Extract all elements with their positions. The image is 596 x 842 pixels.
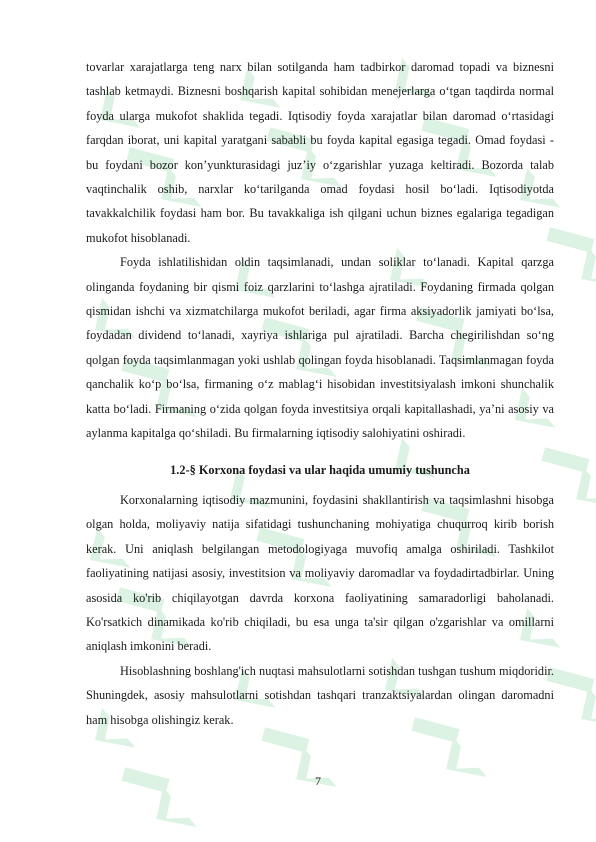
paragraph: Korxonalarning iqtisodiy mazmunini, foydasini shakllantirish va taqsimlashni hisobga olgan holda, moliyaviy natija sifatidagi tushunchaning mohiyatiga chuqurroq kirib borish kerak. Uni aniqlash belgilangan metodologiyaga muvofiq amalga oshiriladi. Tashkilot faoliyatining natijasi asosiy, investitsion va moliyaviy daromadlar va foydadirtadbirlar. Uning asosida ko'rib chiqilayotgan davrda korxona faoliyatining samaradorligi baholanadi. Ko'rsatkich dinamikada ko'rib chiqiladi, bu esa unga ta'sir qilgan o'zgarishlar va omillarni aniqlash imkonini beradi.: [86, 492, 554, 654]
paragraph: Foyda ishlatilishidan oldin taqsimlanadi, undan soliklar toʻlanadi. Kapital qarzga olinganda foydaning bir qismi foiz qarzlarini toʻlashga ajratiladi. Foydaning firmada qolgan qismidan ishchi va xizmatchilarga mukofot beriladi, agar firma aksiyadorlik jamiyati boʻlsa, foydadan dividend toʻlanadi, xayriya ishlariga pul ajratiladi. Barcha chegirilishdan soʻng qolgan foyda taqsimlanmagan yoki ushlab qolingan foyda hisoblanadi. Taqsimlanmagan foyda qanchalik koʻp boʻlsa, firmaning oʻz mablagʻi hisobidan investitsiyalash imkoni shunchalik katta boʻladi. Firmaning oʻzida qolgan foyda investitsiya orqali kapitallashadi, ya’ni asosiy va aylanma kapitalga qoʻshiladi. Bu firmalarning iqtisodiy salohiyatini oshiradi.: [86, 255, 554, 441]
paragraph: Hisoblashning boshlang'ich nuqtasi mahsulotlarni sotishdan tushgan tushum miqdoridir. Shuningdek, asosiy mahsulotlarni sotishdan tashqari tranzaktsiyalardan olingan daromadni ham hisobga olishingiz kerak.: [86, 663, 554, 727]
page-number: 7: [315, 774, 321, 788]
paragraph: tovarlar xarajatlarga teng narx bilan sotilganda ham tadbirkor daromad topadi va biznesni tashlab ketmaydi. Biznesni boshqarish kapital sohibidan menejerlarga oʻtgan taqdirda normal foyda ularga mukofot shaklida tegadi. Iqtisodiy foyda xarajatlar bilan daromad oʻrtasidagi farqdan iborat, uni kapital yaratgani sababli bu foyda kapital egasiga tegadi. Omad foydasi - bu foydani bozor kon’yunkturasidagi juz’iy oʻzgarishlar yuzaga keltiradi. Bozorda talab vaqtinchalik oshib, narxlar koʻtarilganda omad foydasi hosil boʻladi. Iqtisodiyotda tavakkalchilik foydasi ham bor. Bu tavakkaliga ish qilgani uchun biznes egalariga tegadigan mukofot hisoblanadi.: [86, 60, 554, 245]
body-text: [86, 55, 554, 732]
section-heading: 1.2-§ Korxona foydasi va ular haqida umumiy tushuncha: [170, 462, 470, 477]
